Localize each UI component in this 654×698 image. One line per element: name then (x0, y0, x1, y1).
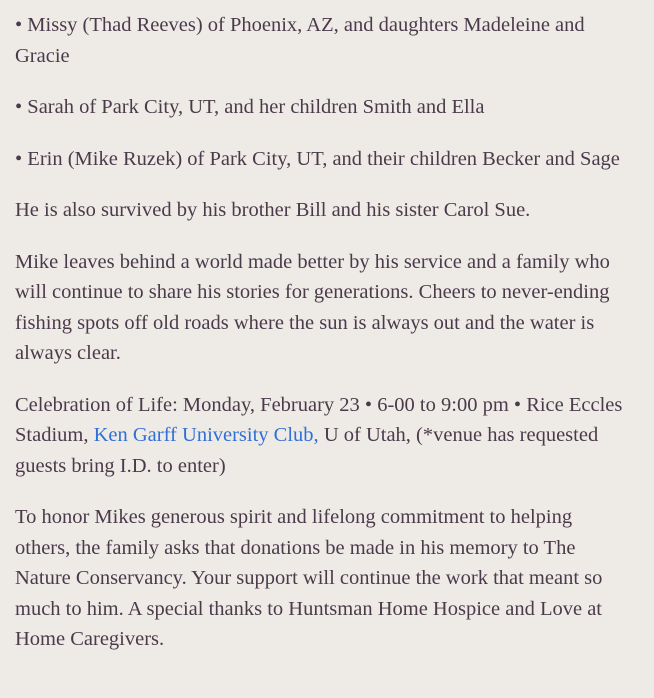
donations-paragraph: To honor Mikes generous spirit and lifelong commitment to helping others, the family asks that donations be made in his memory to The Nature Conservancy. Your support will continue the work that meant so much to him. A special thanks to Huntsman Home Hospice and Love at Home Caregivers. (15, 506, 603, 650)
legacy-paragraph: Mike leaves behind a world made better by his service and a family who will continue to share his stories for generations. Cheers to never-ending fishing spots off old roads where the sun is always out and the water is always clear. (15, 250, 610, 364)
celebration-paragraph (15, 390, 632, 482)
survivor-sarah: • Sarah of Park City, UT, and her children Smith and Ella (15, 96, 485, 118)
venue-link[interactable]: Ken Garff University Club, (93, 424, 319, 446)
celebration-text-after: U of Utah, (*venue has requested guests bring I.D. to enter) (15, 424, 599, 477)
siblings-paragraph: He is also survived by his brother Bill and his sister Carol Sue. (15, 199, 531, 221)
celebration-text-before: Celebration of Life: Monday, February 23 • 6-00 to 9:00 pm • Rice Eccles Stadium, (15, 393, 623, 446)
survivor-missy: • Missy (Thad Reeves) of Phoenix, AZ, and daughters Madeleine and Gracie (15, 14, 585, 67)
survivor-erin: • Erin (Mike Ruzek) of Park City, UT, and their children Becker and Sage (15, 147, 620, 170)
